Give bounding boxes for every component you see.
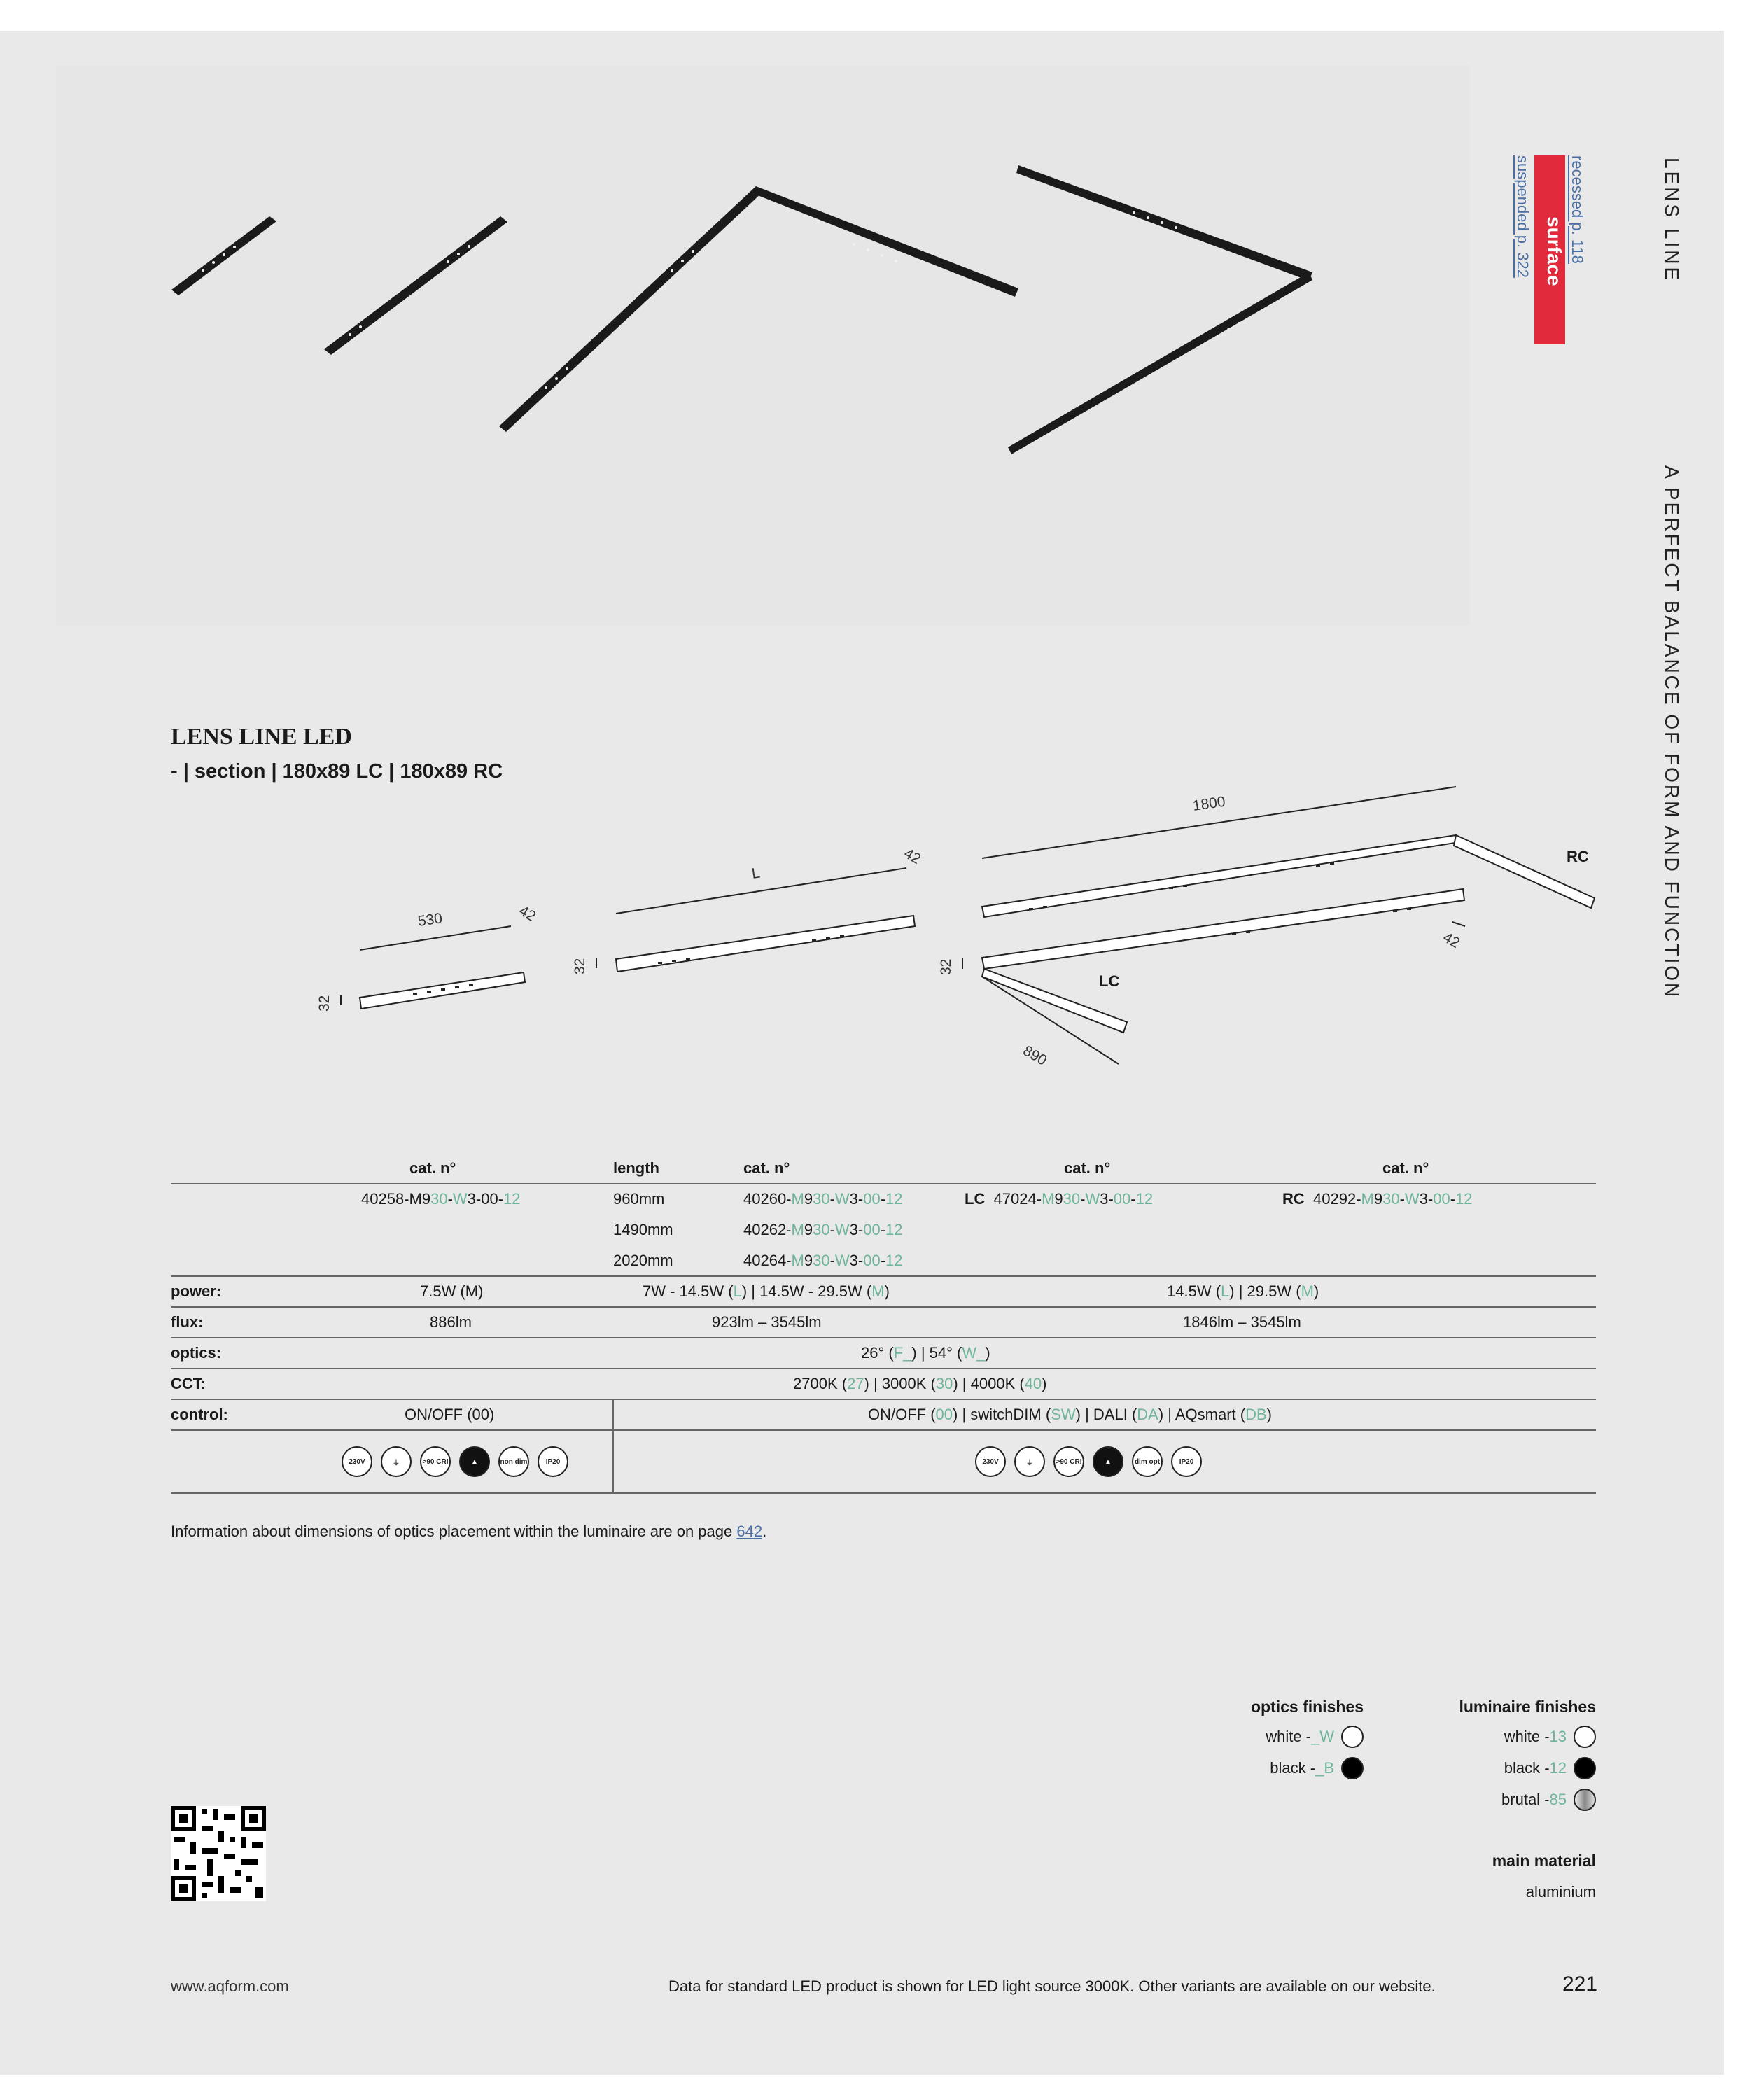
luminaire-finish-black: black -12: [1400, 1757, 1596, 1779]
dim-optional-icon: dim opt: [1132, 1446, 1163, 1477]
dim-530: 530: [416, 910, 444, 930]
length-1490: 1490mm: [613, 1221, 673, 1238]
cat-number-1: 40258-M930-W3-00-12: [361, 1190, 521, 1208]
lamp-icon: ▲: [459, 1446, 490, 1477]
recessed-link[interactable]: recessed p. 118: [1569, 155, 1586, 264]
cat-number-960: 40260-M930-W3-00-12: [743, 1190, 903, 1208]
dim-L: L: [750, 864, 762, 882]
rule-power: [171, 1275, 1596, 1277]
power-3: 14.5W (L) | 29.5W (M): [1167, 1282, 1320, 1300]
optics-finish-black: black -_B: [1190, 1757, 1364, 1779]
cct-values: 2700K (27) | 3000K (30) | 4000K (40): [793, 1375, 1047, 1392]
header-cat-4: cat. n°: [1382, 1159, 1429, 1177]
luminaire-finish-white: white -13: [1400, 1726, 1596, 1748]
dim-42-b: 42: [901, 845, 924, 868]
luminaire-finishes-title: luminaire finishes: [1459, 1698, 1596, 1716]
cat-number-rc: RC 40292-M930-W3-00-12: [1282, 1190, 1473, 1208]
flux-label: flux:: [171, 1313, 204, 1331]
brutal-swatch: [1574, 1788, 1596, 1811]
rule-flux: [171, 1306, 1596, 1308]
dim-1800: 1800: [1191, 793, 1226, 814]
rule-optics: [171, 1337, 1596, 1338]
header-length: length: [613, 1159, 659, 1177]
cri-icon: >90 CRI: [1054, 1446, 1084, 1477]
current-mounting-tab: surface: [1534, 155, 1565, 344]
rule-cct: [171, 1368, 1596, 1369]
flux-1: 886lm: [430, 1313, 472, 1331]
white-swatch: [1574, 1726, 1596, 1748]
ground-icon: ⏚: [381, 1446, 412, 1477]
cat-number-2020: 40264-M930-W3-00-12: [743, 1252, 903, 1269]
main-material-title: main material: [1492, 1851, 1596, 1870]
length-2020: 2020mm: [613, 1252, 673, 1269]
dim-32-c: 32: [938, 958, 954, 975]
header-rule: [171, 1183, 1596, 1184]
product-title: LENS LINE LED: [171, 724, 352, 750]
optics-note: Information about dimensions of optics placement within the luminaire are on page 642.: [171, 1522, 767, 1540]
label-rc: RC: [1567, 848, 1589, 865]
cct-label: CCT:: [171, 1375, 206, 1392]
column-divider: [612, 1399, 614, 1492]
flux-2: 923lm – 3545lm: [712, 1313, 822, 1331]
page-link-642[interactable]: 642: [736, 1522, 763, 1540]
footer-disclaimer: Data for standard LED product is shown for LED light source 3000K. Other variants are available on our website.: [668, 1977, 1436, 1995]
voltage-230v-icon: 230V: [975, 1446, 1006, 1477]
lamp-icon: ▲: [1093, 1446, 1124, 1477]
website-link[interactable]: www.aqform.com: [171, 1977, 289, 1995]
dim-32-a: 32: [316, 995, 332, 1011]
qr-code[interactable]: [171, 1806, 266, 1901]
power-label: power:: [171, 1282, 222, 1300]
optics-finish-white: white -_W: [1190, 1726, 1364, 1748]
optics-label: optics:: [171, 1344, 222, 1362]
page-number: 221: [1562, 1973, 1598, 1996]
flux-3: 1846lm – 3545lm: [1183, 1313, 1301, 1331]
icons-group-2: [975, 1446, 1202, 1477]
non-dim-icon: non dim: [498, 1446, 529, 1477]
suspended-link[interactable]: suspended p. 322: [1514, 155, 1532, 278]
header-cat-1: cat. n°: [410, 1159, 456, 1177]
luminaire-finish-brutal: brutal -85: [1400, 1788, 1596, 1811]
dim-32-b: 32: [572, 958, 588, 974]
label-lc: LC: [1099, 972, 1120, 990]
series-name: LENS LINE: [1661, 158, 1683, 284]
power-1: 7.5W (M): [420, 1282, 484, 1300]
ground-icon: ⏚: [1014, 1446, 1045, 1477]
voltage-230v-icon: 230V: [342, 1446, 372, 1477]
rule-icons: [171, 1429, 1596, 1431]
series-tagline: A PERFECT BALANCE OF FORM AND FUNCTION: [1661, 465, 1683, 1000]
power-2: 7W - 14.5W (L) | 14.5W - 29.5W (M): [643, 1282, 890, 1300]
cri-icon: >90 CRI: [420, 1446, 451, 1477]
ip20-icon: IP20: [1171, 1446, 1202, 1477]
header-cat-2: cat. n°: [743, 1159, 790, 1177]
cat-number-1490: 40262-M930-W3-00-12: [743, 1221, 903, 1238]
length-960: 960mm: [613, 1190, 665, 1208]
white-swatch: [1341, 1726, 1364, 1748]
control-2: ON/OFF (00) | switchDIM (SW) | DALI (DA) | AQsmart (DB): [868, 1406, 1272, 1423]
header-cat-3: cat. n°: [1064, 1159, 1111, 1177]
black-swatch: [1341, 1757, 1364, 1779]
optics-finishes-title: optics finishes: [1250, 1698, 1364, 1716]
icons-group-1: [342, 1446, 568, 1477]
black-swatch: [1574, 1757, 1596, 1779]
rule-control: [171, 1399, 1596, 1400]
cat-number-lc: LC 47024-M930-W3-00-12: [965, 1190, 1154, 1208]
product-subtitle: - | section | 180x89 LC | 180x89 RC: [171, 760, 503, 783]
ip20-icon: IP20: [538, 1446, 568, 1477]
main-material-value: aluminium: [1525, 1883, 1596, 1900]
dim-42-a: 42: [516, 902, 539, 925]
dim-890: 890: [1020, 1042, 1050, 1069]
table-bottom-rule: [171, 1492, 1596, 1494]
control-label: control:: [171, 1406, 228, 1423]
dim-42-c: 42: [1440, 929, 1463, 952]
optics-values: 26° (F_) | 54° (W_): [861, 1344, 990, 1362]
control-1: ON/OFF (00): [405, 1406, 495, 1423]
